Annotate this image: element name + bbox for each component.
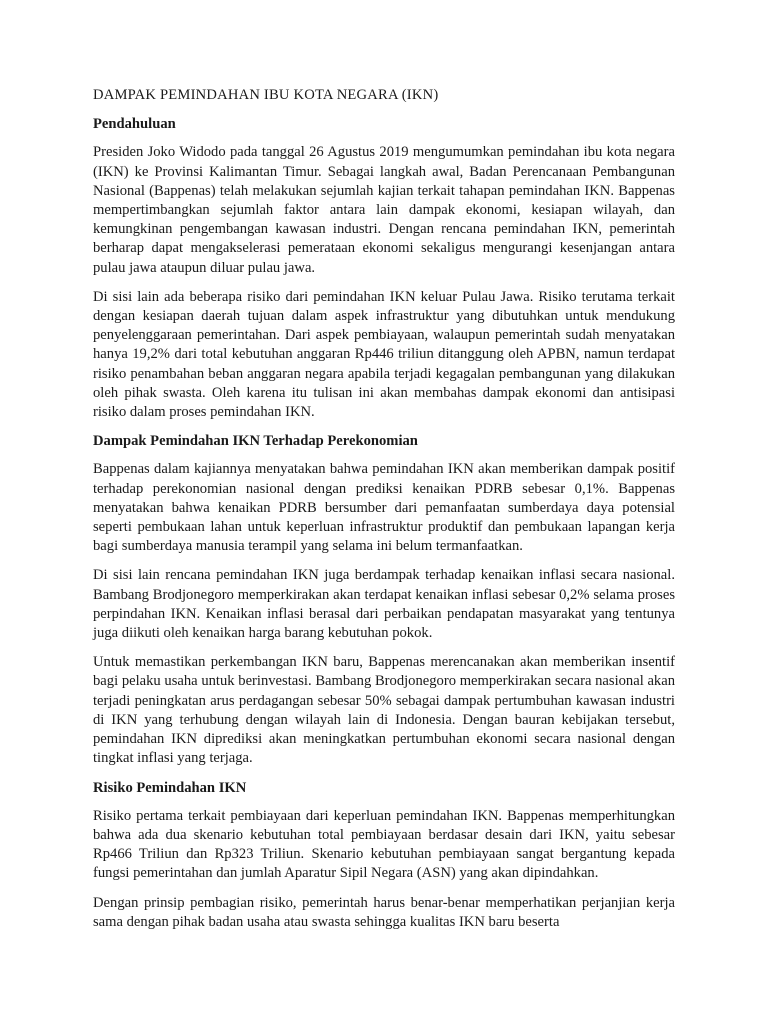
paragraph: Bappenas dalam kajiannya menyatakan bahwa pemindahan IKN akan memberikan dampak positif terhadap perekonomian nasional dengan prediksi kenaikan PDRB sebesar 0,1%. Bappenas menyatakan bahwa kenaikan PDRB bersumber dari pemanfaatan sumberdaya daya potensial seperti pembukaan lahan untuk keperluan infrastruktur produktif dan pembukaan lapangan kerja bagi sumberdaya manusia terampil yang selama ini belum termanfaatkan.	[93, 461, 675, 555]
paragraph: Untuk memastikan perkembangan IKN baru, Bappenas merencanakan akan memberikan insentif bagi pelaku usaha untuk berinvestasi. Bambang Brodjonegoro memperkirakan secara nasional akan terjadi peningkatan arus perdagangan sebesar 50% sebagai dampak pertumbuhan kawasan industri di IKN yang terhubung dengan wilayah lain di Indonesia. Dengan bauran kebijakan tersebut, pemindahan IKN diprediksi akan meningkatkan pertumbuhan ekonomi secara nasional dengan tingkat inflasi yang terjaga.	[93, 654, 675, 767]
section-heading-risiko: Risiko Pemindahan IKN	[93, 779, 247, 796]
document-title: DAMPAK PEMINDAHAN IBU KOTA NEGARA (IKN)	[93, 87, 439, 103]
section-heading-dampak-perekonomian: Dampak Pemindahan IKN Terhadap Perekonomian	[93, 433, 418, 450]
paragraph: Dengan prinsip pembagian risiko, pemerintah harus benar-benar memperhatikan perjanjian kerja sama dengan pihak badan usaha atau swasta sehingga kualitas IKN baru beserta	[93, 894, 675, 930]
paragraph: Risiko pertama terkait pembiayaan dari keperluan pemindahan IKN. Bappenas memperhitungkan bahwa ada dua skenario kebutuhan total pembiayaan berdasar desain dari IKN, yaitu sebesar Rp466 Triliun dan Rp323 Triliun. Skenario kebutuhan pembiayaan sangat bergantung kepada fungsi pemerintahan dan jumlah Aparatur Sipil Negara (ASN) yang akan dipindahkan.	[93, 807, 675, 882]
paragraph: Di sisi lain rencana pemindahan IKN juga berdampak terhadap kenaikan inflasi secara nasional. Bambang Brodjonegoro memperkirakan akan terdapat kenaikan inflasi sebesar 0,2% selama proses perpindahan IKN. Kenaikan inflasi berasal dari perbaikan pendapatan masyarakat yang tentunya juga diikuti oleh kenaikan harga barang kebutuhan pokok.	[93, 567, 675, 642]
paragraph: Di sisi lain ada beberapa risiko dari pemindahan IKN keluar Pulau Jawa. Risiko terutama terkait dengan kesiapan daerah tujuan dalam aspek infrastruktur yang dibutuhkan untuk mendukung penyelenggaraan pemerintahan. Dari aspek pembiayaan, walaupun pemerintah sudah menyatakan hanya 19,2% dari total kebutuhan anggaran Rp446 triliun ditanggung oleh APBN, namun terdapat risiko penambahan beban anggaran negara apabila terjadi kegagalan pembangunan yang dilakukan oleh pihak swasta. Oleh karena itu tulisan ini akan membahas dampak ekonomi dan antisipasi risiko dalam proses pemindahan IKN.	[93, 288, 675, 421]
paragraph: Presiden Joko Widodo pada tanggal 26 Agustus 2019 mengumumkan pemindahan ibu kota negara (IKN) ke Provinsi Kalimantan Timur. Sebagai langkah awal, Badan Perencanaan Pembangunan Nasional (Bappenas) telah melakukan sejumlah kajian terkait tahapan pemindahan IKN. Bappenas mempertimbangkan sejumlah faktor antara lain dampak ekonomi, kesiapan wilayah, dan kemungkinan pengembangan kawasan industri. Dengan rencana pemindahan IKN, pemerintah berharap dapat mengakselerasi pemerataan ekonomi sekaligus mengurangi kesenjangan antara pulau jawa ataupun diluar pulau jawa.	[93, 144, 675, 276]
section-heading-pendahuluan: Pendahuluan	[93, 116, 176, 133]
